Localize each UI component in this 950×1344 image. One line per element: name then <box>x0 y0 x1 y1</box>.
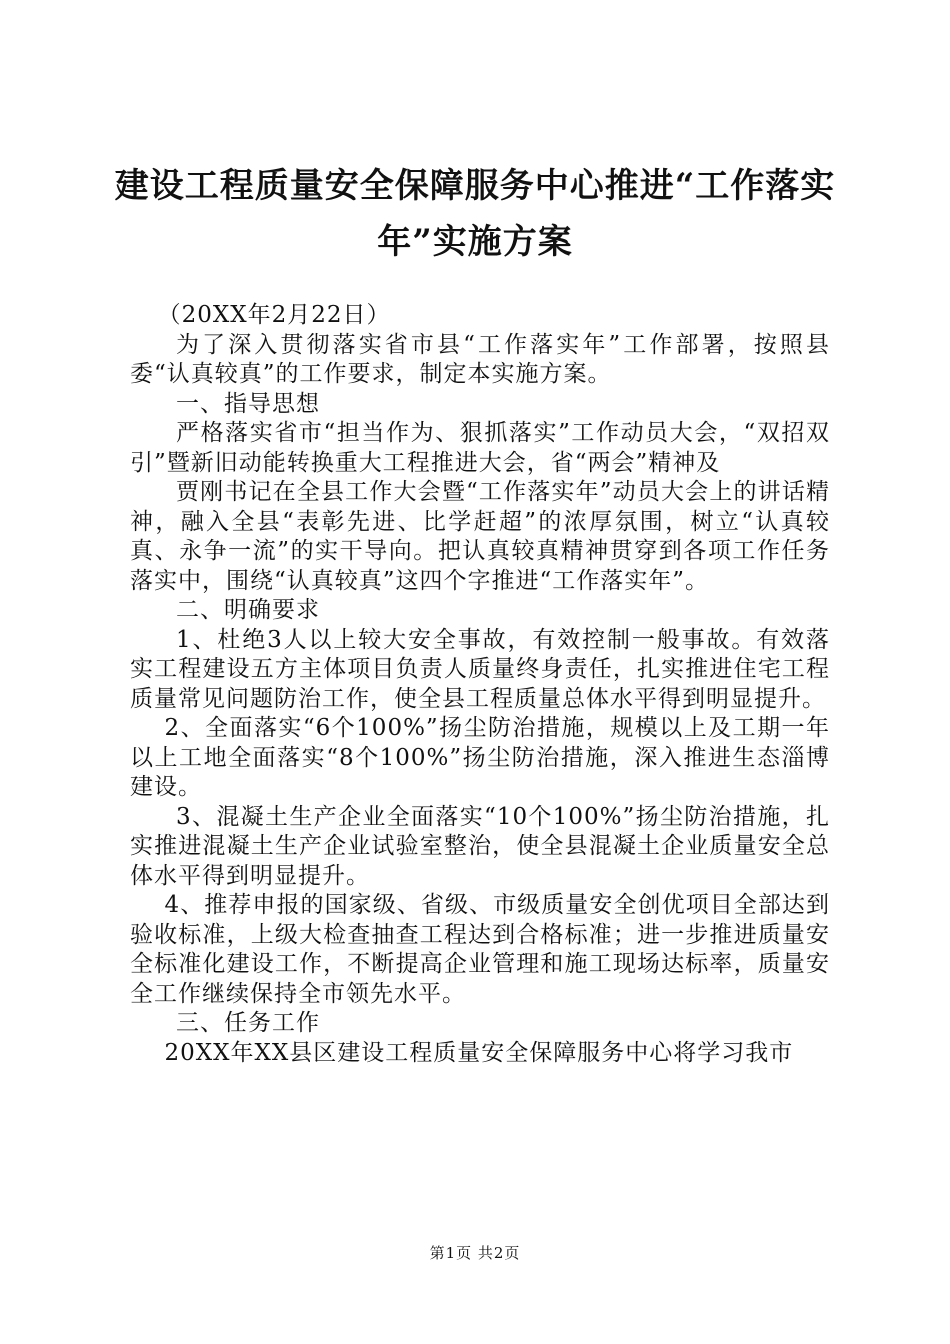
paragraph-guiding-ideology-1: 严格落实省市“担当作为、狠抓落实”工作动员大会，“双招双引”暨新旧动能转换重大工程推进大会，省“两会”精神及 <box>130 420 830 476</box>
paragraph-tasks-1: 20XX年XX县区建设工程质量安全保障服务中心将学习我市 <box>164 1039 794 1066</box>
paragraph-requirement-4: 4、推荐申报的国家级、省级、市级质量安全创优项目全部达到验收标准，上级大检查抽查工程达到合格标准；进一步推进质量安全标准化建设工作，不断提高企业管理和施工现场达标率，质量安全工作继续保持全市领先水平。 <box>130 892 830 1007</box>
paragraph-guiding-ideology-2: 贾刚书记在全县工作大会暨“工作落实年”动员大会上的讲话精神，融入全县“表彰先进、比学赶超”的浓厚氛围，树立“认真较真、永争一流”的实干导向。把认真较真精神贯穿到各项工作任务落实中，围绕“认真较真”这四个字推进“工作落实年”。 <box>130 479 830 594</box>
paragraph-intro: 为了深入贯彻落实省市县“工作落实年”工作部署，按照县委“认真较真”的工作要求，制定本实施方案。 <box>130 331 830 387</box>
paragraph-requirement-3: 3、混凝土生产企业全面落实“10个100%”扬尘防治措施，扎实推进混凝土生产企业试验室整治，使全县混凝土企业质量安全总体水平得到明显提升。 <box>130 803 830 889</box>
section-heading-tasks: 三、任务工作 <box>176 1010 320 1036</box>
section-heading-guiding-ideology: 一、指导思想 <box>176 390 320 417</box>
document-body <box>130 301 830 1068</box>
page-number-footer: 第1页 共2页 <box>429 1244 521 1262</box>
document-title: 建设工程质量安全保障服务中心推进“工作落实年”实施方案 <box>114 166 836 262</box>
section-heading-requirements: 二、明确要求 <box>176 597 320 623</box>
document-date: （20XX年2月22日） <box>157 302 391 328</box>
paragraph-requirement-1: 1、杜绝3人以上较大安全事故，有效控制一般事故。有效落实工程建设五方主体项目负责人质量终身责任，扎实推进住宅工程质量常见问题防治工作，使全县工程质量总体水平得到明显提升。 <box>130 626 830 712</box>
paragraph-requirement-2: 2、全面落实“6个100%”扬尘防治措施，规模以上及工期一年以上工地全面落实“8个100%”扬尘防治措施，深入推进生态淄博建设。 <box>130 715 830 800</box>
